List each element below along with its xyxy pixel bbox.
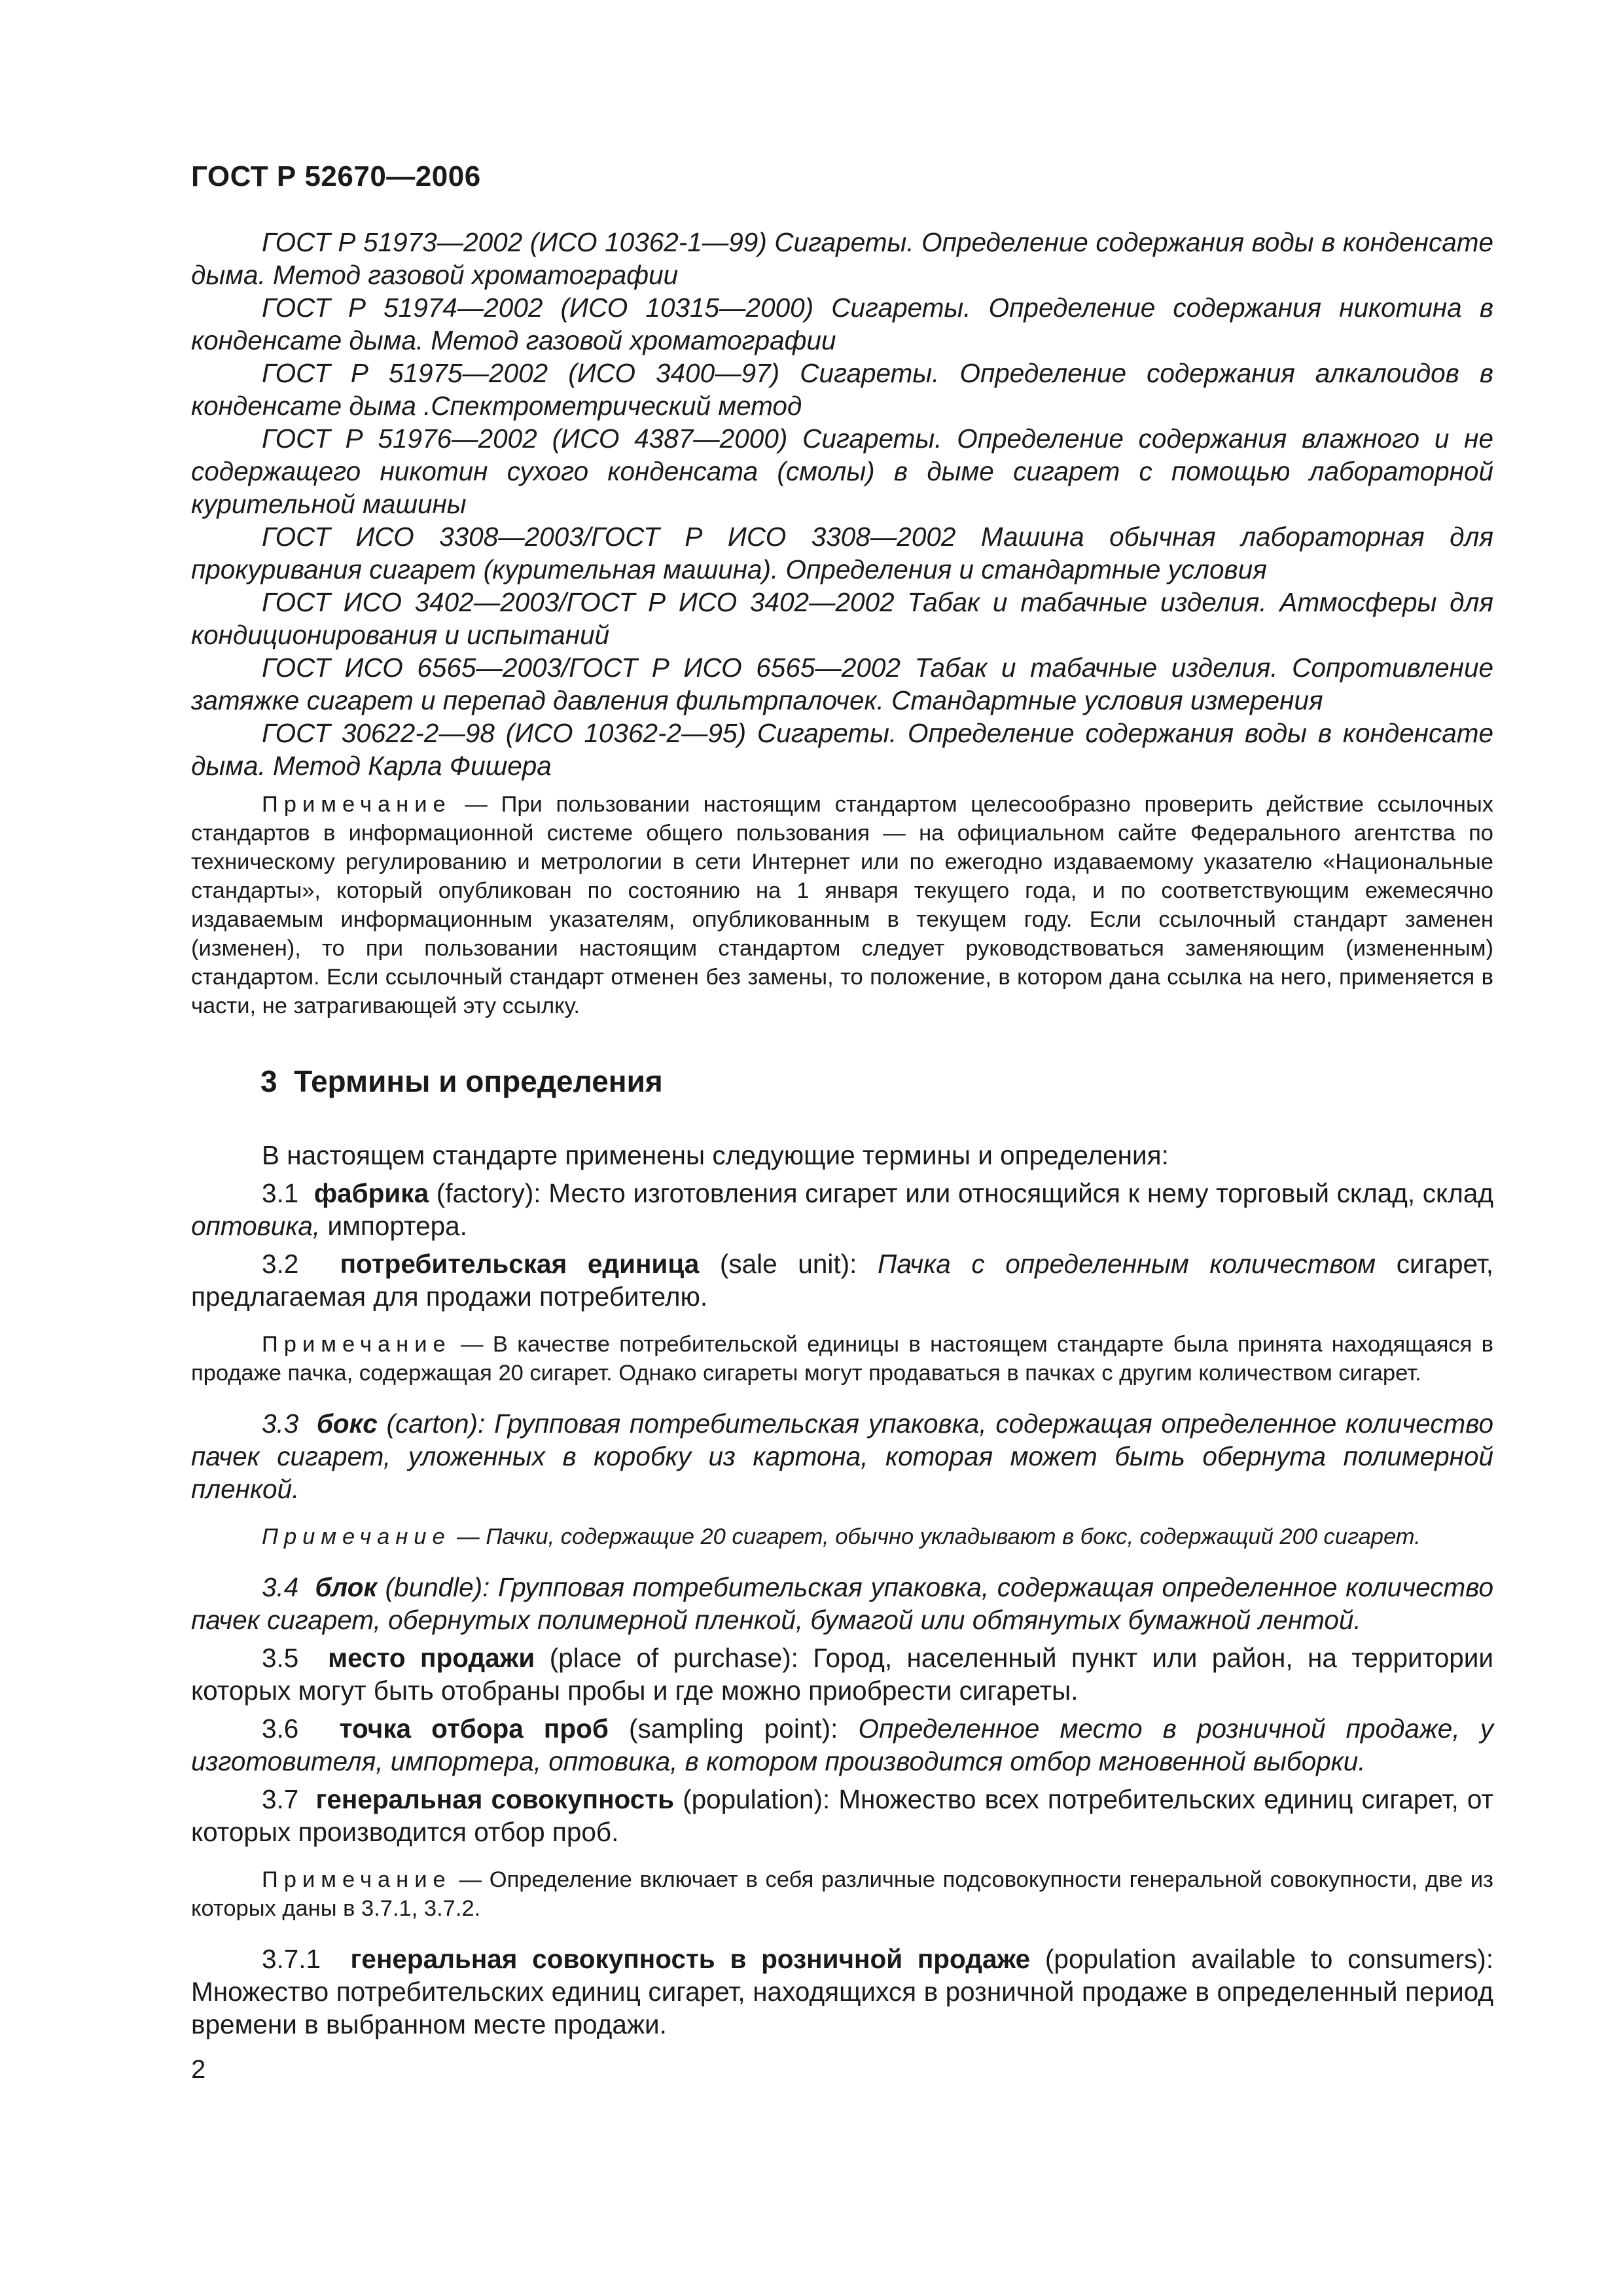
- term-3-3: 3.3 бокс (carton): Групповая потребительская упаковка, содержащая определенное количество пачек сигарет, уложенных в коробку из картона, которая может быть обернута полимерной пленкой.: [191, 1408, 1493, 1504]
- term-3-5: 3.5 место продажи (place of purchase): Город, населенный пункт или район, на территории которых могут быть отобраны пробы и где можно приобрести сигареты.: [191, 1643, 1493, 1706]
- note-3-3: Примечание — Пачки, содержащие 20 сигарет, обычно укладывают в бокс, содержащий 200 сигарет.: [262, 1524, 1421, 1549]
- reference-item: ГОСТ ИСО 3308—2003/ГОСТ Р ИСО 3308—2002 Машина обычная лабораторная для прокуривания сигарет (курительная машина). Определения и стандартные условия: [191, 522, 1493, 584]
- term-3-6: 3.6 точка отбора проб (sampling point): Определенное место в розничной продаже, у изготовителя, импортера, оптовика, в котором производится отбор мгновенной выборки.: [191, 1713, 1493, 1776]
- term-3-4: 3.4 блок (bundle): Групповая потребительская упаковка, содержащая определенное количество пачек сигарет, обернутых полимерной пленкой, бумагой или обтянутых бумажной лентой.: [191, 1572, 1493, 1635]
- reference-item: ГОСТ Р 51974—2002 (ИСО 10315—2000) Сигареты. Определение содержания никотина в конденсате дыма. Метод газовой хроматографии: [191, 293, 1493, 355]
- term-3-1: 3.1 фабрика (factory): Место изготовления сигарет или относящийся к нему торговый склад, склад оптовика, импортера.: [191, 1178, 1493, 1241]
- document-header: ГОСТ Р 52670—2006: [191, 160, 481, 192]
- reference-item: ГОСТ ИСО 6565—2003/ГОСТ Р ИСО 6565—2002 Табак и табачные изделия. Сопротивление затяжке сигарет и перепад давления фильтрпалочек. Стандартные условия измерения: [191, 653, 1493, 715]
- normative-references: [191, 226, 1493, 782]
- term-3-7: 3.7 генеральная совокупность (population): Множество всех потребительских единиц сигарет, от которых производится отбор проб.: [191, 1784, 1494, 1847]
- note-3-7: Примечание — Определение включает в себя различные подсовокупности генеральной совокупности, две из которых даны в 3.7.1, 3.7.2.: [191, 1867, 1493, 1921]
- reference-item: ГОСТ Р 51973—2002 (ИСО 10362-1—99) Сигареты. Определение содержания воды в конденсате дыма. Метод газовой хроматографии: [191, 227, 1493, 290]
- note-3-2: Примечание — В качестве потребительской единицы в настоящем стандарте была принята находящаяся в продаже пачка, содержащая 20 сигарет. Однако сигареты могут продаваться в пачках с другим количеством сигарет.: [191, 1332, 1493, 1386]
- section-intro: В настоящем стандарте применены следующие термины и определения:: [262, 1140, 1169, 1170]
- reference-item: ГОСТ ИСО 3402—2003/ГОСТ Р ИСО 3402—2002 Табак и табачные изделия. Атмосферы для кондиционирования и испытаний: [191, 587, 1493, 650]
- note-label: Примечание: [262, 792, 452, 817]
- term-3-7-1: 3.7.1 генеральная совокупность в розничной продаже (population available to consumers): Множество потребительских единиц сигарет, находящихся в розничной продаже в определенный период времени в выбранном месте продажи.: [191, 1944, 1493, 2039]
- page-number: 2: [191, 2055, 206, 2084]
- reference-item: ГОСТ Р 51975—2002 (ИСО 3400—97) Сигареты. Определение содержания алкалоидов в конденсате дыма .Спектрометрический метод: [191, 358, 1493, 421]
- section-body: [191, 1139, 1493, 2046]
- term-3-2: 3.2 потребительская единица (sale unit): Пачка с определенным количеством сигарет, предлагаемая для продажи потребителю.: [191, 1249, 1494, 1312]
- reference-item: ГОСТ 30622-2—98 (ИСО 10362-2—95) Сигареты. Определение содержания воды в конденсате дыма. Метод Карла Фишера: [191, 718, 1493, 781]
- section-heading: 3 Термины и определения: [260, 1064, 663, 1098]
- references-note: [191, 790, 1493, 1020]
- reference-item: ГОСТ Р 51976—2002 (ИСО 4387—2000) Сигареты. Определение содержания влажного и не содержащего никотин сухого конденсата (смолы) в дыме сигарет с помощью лабораторной курительной машины: [191, 423, 1493, 519]
- note-text: — При пользовании настоящим стандартом целесообразно проверить действие ссылочных стандартов в информационной системе общего пользования — на официальном сайте Федерального агентства по техническому регулированию и метрологии в сети Интернет или по ежегодно издаваемому указателю «Национальные стандарты», который опубликован по состоянию на 1 января текущего года, и по соответствующим ежемесячно издаваемым информационным указателям, опубликованным в текущем году. Если ссылочный стандарт заменен (изменен), то при пользовании настоящим стандартом следует руководствоваться заменяющим (измененным) стандартом. Если ссылочный стандарт отменен без замены, то положение, в котором дана ссылка на него, применяется в части, не затрагивающей эту ссылку.: [191, 792, 1493, 1018]
